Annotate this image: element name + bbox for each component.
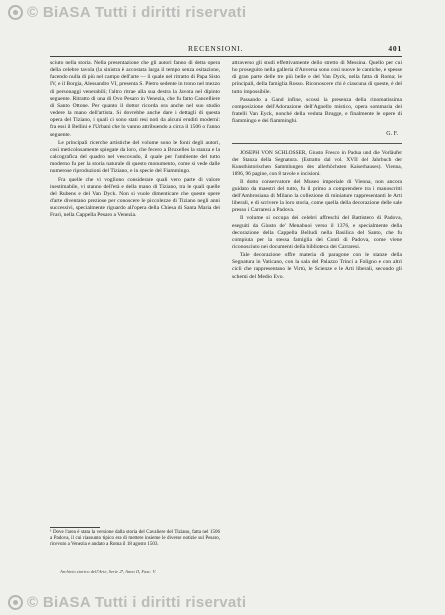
- footnote-text: ¹ Dove l'area è stata la versione dalla storia del Cavaliere del Tiziano, fatta nel 1506 a Padova, il cui riassunto tipico era di mettere insieme le diverse notizie sul Pesaro, ricevuto a Venezia e andato a Roma il 18 agosto 1503.: [50, 530, 220, 548]
- left-column: [50, 60, 220, 220]
- section-divider: [232, 143, 402, 144]
- footer-signature: Archivio storico dell'Arte, Serie 2ª, Anno II, Fasc. V.: [60, 569, 156, 574]
- running-header-title: RECENSIONI.: [188, 44, 244, 53]
- right-column: [232, 60, 402, 282]
- left-paragraph-3: Fra quelle che vi vogliono considerare quali vero parte di valore inestimabile, vi stanno dell'età e della mano di Tiziano, tra le quali quelle del Rubens e del Van Dyck. Non si vuole dimenticare che queste opere d'arte diventano preziose per conoscere le piccolezze di Tiziano negli anni successivi, specialmente riguardo all'opera della Chiesa di Santa Maria dei Frari, nella Cappella Pesaro a Venezia.: [50, 176, 220, 219]
- right-paragraph-1: attraverso gli studi effettivamente dello stretto di Messina. Quello per cui ho proseguito nella galleria d'Anversa sono così nuove le cantiche, e spesse di gran parte delle tre più belle e del Van Dyck, nella fatta di Roma; le principali, della famiglia Rosso. Riconoscere chi è ciascuna di queste, è del tutto impossibile.: [232, 60, 402, 95]
- review-signature: G. F.: [386, 131, 398, 138]
- left-paragraph-1: sciuto nella storia. Nella presentazione che gli autori fanno di detta opera della celebre tavola (la sinistra è accostata larga il tempo senza esitazione, facendo nulla di più nel campo dell'arte — il quale nel ritratto di Papa Sisto IV, e il Borgia, Alessandro VI, presenta S. Pietro sedente in trono nel mezzo di personaggi venerabili; l'altro ritrae alla sua destra la Javota nel dipinto seguente. Ritratto di una di Ovo Pesaro in Venezia, che fu fatto Cancelliere di Santo Ottone. Per quanto il dottor ricorda ora anche nel suo studio vedere la mano dell'artista. Si dovrebbe anche dare i dettagli di questa opera del Tiziano, i quali ci sono stati resi noti da alcuni eruditi moderni: fra essi il Bellini e l'Urbani che lo vanno attribuendo a circa il 1506 o l'anno seguente.: [50, 60, 220, 138]
- review-paragraph-2: Il volume si occupa dei celebri affreschi del Battistero di Padova, eseguiti da Giusto de' Menabuoi verso il 1376, e specialmente della decorazione della Cappella Belludi nella Basilica del Santo, che fu compiuta per la stessa famiglia dei Conti di Padova, come viene riconosciuto nei documenti della biblioteca dei Carraresi.: [232, 215, 402, 250]
- copyright-logo-icon: [8, 595, 23, 610]
- left-paragraph-2: Le principali ricerche artistiche del volume sono le fonti degli autori, così meticolosamente spiegate da loro, che fecero a Bruxelles la stanza e la calcografica del quadro nel vescovado, il quale per l'ambiente del tutto moderno fu per la storia naturale di questo monumento, come si vede dalle numerose riproduzioni del Tiziano, e in specie del Fiammingo.: [50, 139, 220, 175]
- review-paragraph-1: Il dotto conservatore del Museo imperiale di Vienna, non ancora guidato da maestri del tutto, fu il primo a comprendere tra i manoscritti dell'Ambrosiana di Milano la collezione di miniature rappresentanti le Arti liberali, e di scrivere la loro storia, come quella della decorazione delle sale presso i Carraresi a Padova.: [232, 178, 402, 214]
- copyright-logo-icon: [8, 5, 23, 20]
- footnote-divider: [50, 527, 100, 528]
- watermark-top-text: © BiASA Tutti i diritti riservati: [27, 4, 247, 21]
- right-paragraph-2: Passando a Gand infine, scossi la presenza della rinomatissima composizione dell'Adorazione dell'Agnello mistico, opera sommaria dei fratelli Van Eyck, nonché della veduta Brugge, e finalmente le opere di fiammingo e dei fiamminghi.: [232, 96, 402, 125]
- watermark-top: [8, 4, 246, 21]
- review-paragraph-3: Tale decorazione offre materia di paragone con le stanze della Segnatura in Vaticano, con la sala del Palazzo Trinci a Foligno e con altri cicli che rappresentano le Virtù, le Scienze e le Arti liberali, secondo gli schemi del Medio Evo.: [232, 252, 402, 280]
- running-header: [50, 44, 402, 57]
- watermark-bottom-text: © BiASA Tutti i diritti riservati: [27, 594, 247, 611]
- watermark-bottom: [8, 594, 246, 611]
- bibliography-entry: JOSEPH VON SCHLOSSER, Giusto Fresco in Padua und die Vorläufer der Stanza della Segnatura. (Estratto dal vol. XVII del Jahrbuch der Kunsthistorischen Sammlungen des allerhöchsten Kaiserhauses). Vienna, 1896, 96 pagine, con 8 tavole e incisioni.: [232, 149, 402, 177]
- page-number: 401: [388, 44, 402, 53]
- footnote: [50, 530, 220, 549]
